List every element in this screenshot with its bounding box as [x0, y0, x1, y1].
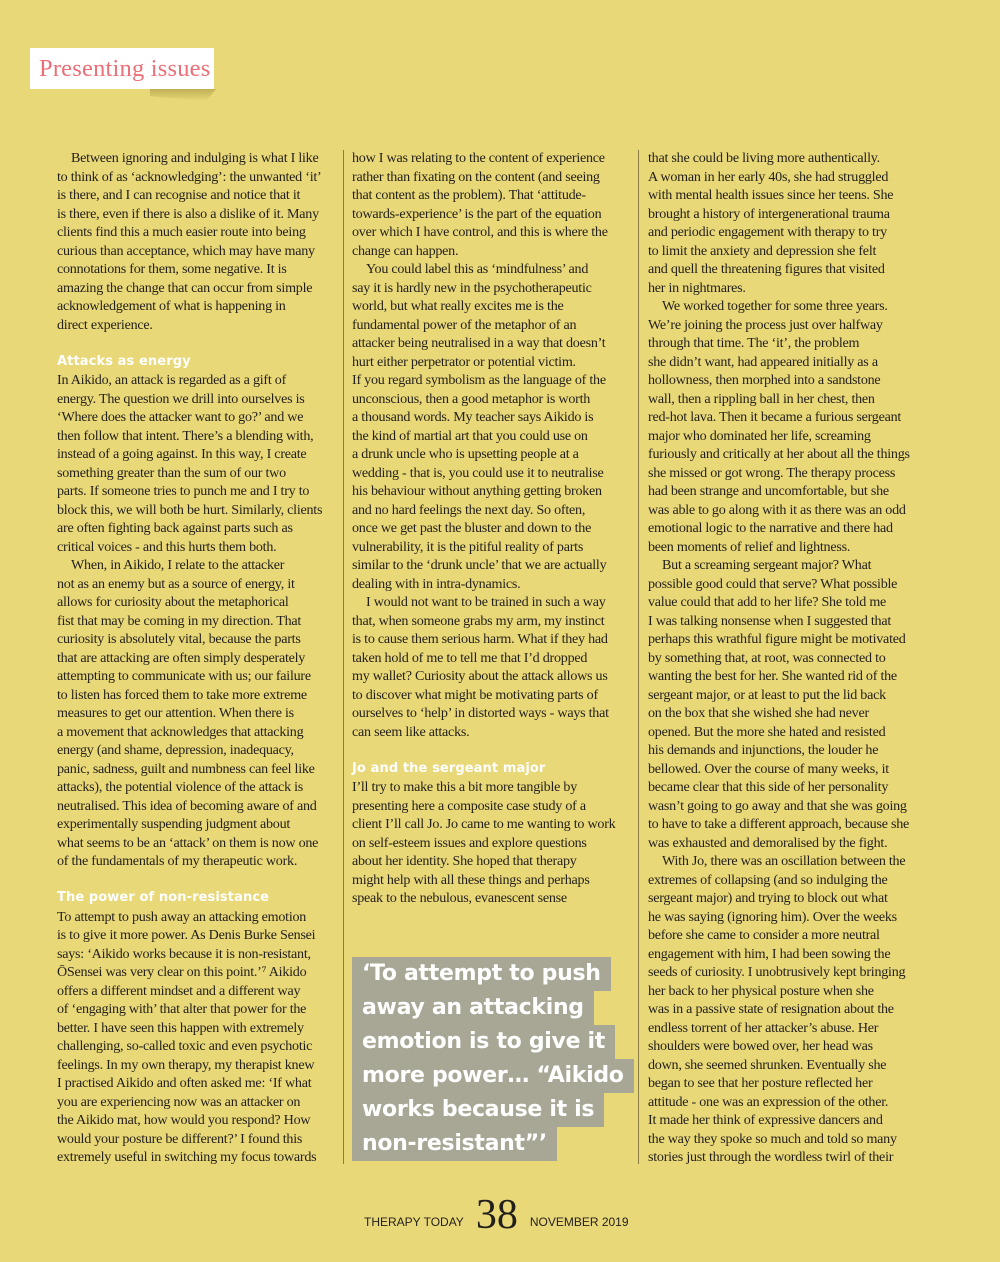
text-line: of the fundamentals of my therapeutic work. — [57, 853, 298, 869]
text-line: A woman in her early 40s, she had struggled — [648, 168, 889, 185]
text-line: emotional logic to the narrative and there had — [648, 520, 893, 536]
text-line: energy. The question we drill into ourselves is — [57, 390, 305, 407]
text-line: are often fighting back against parts such as — [57, 520, 293, 536]
text-line: my wallet? Curiosity about the attack allows us — [352, 668, 608, 684]
text-line: possible good could that serve? What possible — [648, 575, 898, 592]
text-line: endless torrent of her attacker’s abuse. Her — [648, 1019, 879, 1036]
text-line: something greater than the sum of our two — [57, 464, 286, 481]
text-line: her back to her physical posture when she — [648, 982, 874, 999]
text-line: dealing with in intra-dynamics. — [352, 575, 521, 592]
section-heading: The power of non-resistance — [57, 890, 270, 905]
text-line: his demands and injunctions, the louder he — [648, 742, 879, 758]
section-heading: Attacks as energy — [57, 353, 191, 369]
text-line: seeds of curiosity. I unobtrusively kept bringing — [648, 964, 906, 980]
text-line: block this, we will both be hurt. Similarly, clients — [57, 501, 323, 518]
text-line: what seems to be an ‘attack’ on them is now one — [57, 834, 319, 851]
text-line: furiously and critically at her about all the things — [648, 446, 910, 462]
pull-quote-line: ‘To attempt to push — [352, 957, 611, 991]
text-line: extremely useful in switching my focus towards — [57, 1149, 317, 1165]
text-line: perhaps this wrathful figure might be motivated — [648, 631, 906, 647]
text-line: brought a history of intergenerational trauma — [648, 205, 890, 222]
text-line: world, but what really excites me is the — [352, 298, 564, 314]
text-line: once we get past the bluster and down to the — [352, 520, 592, 536]
text-line: panic, sadness, guilt and numbness can feel like — [57, 760, 315, 777]
text-line: measures to get our attention. When there is — [57, 705, 294, 721]
text-line: I would not want to be trained in such a way — [366, 594, 606, 610]
text-line: was able to go along with it as there was an odd — [648, 501, 906, 518]
text-line: and quell the threatening figures that visited — [648, 261, 885, 277]
text-line: towards-experience’ is the part of the equation — [352, 205, 602, 222]
issue-date: NOVEMBER 2019 — [529, 1215, 629, 1229]
text-line: say it is hardly new in the psychotherapeutic — [352, 279, 592, 296]
spacer — [352, 741, 634, 760]
text-line: ŌSensei was very clear on this point.’⁷ Aikido — [57, 964, 307, 980]
text-line: ‘Where does the attacker want to go?’ and we — [57, 409, 304, 425]
text-line: speak to the nebulous, evanescent sense — [352, 890, 567, 906]
text-line: began to see that her posture reflected her — [648, 1075, 873, 1091]
text-line: a drunk uncle who is upsetting people at a — [352, 446, 579, 462]
text-line: experimentally suspending judgment about — [57, 816, 291, 832]
text-line: extremes of collapsing (and so indulging the — [648, 871, 888, 888]
text-line: to discover what might be motivating parts of — [352, 686, 598, 703]
pull-quote-line-wrap — [352, 957, 634, 991]
article-column-2 — [352, 149, 634, 908]
column-divider — [343, 150, 344, 1164]
text-line: she missed or got wrong. The therapy process — [648, 464, 896, 481]
text-line: When, in Aikido, I relate to the attacker — [71, 557, 285, 573]
text-line: I was talking nonsense when I suggested that — [648, 612, 892, 629]
text-line: was in a passive state of resignation about the — [648, 1001, 894, 1017]
pull-quote-line: emotion is to give it — [352, 1025, 615, 1059]
text-line: about her identity. She hoped that therapy — [352, 853, 577, 869]
column-divider — [638, 150, 639, 1164]
text-line: sergeant major) and trying to block out what — [648, 890, 888, 906]
text-line: red-hot lava. Then it became a furious sergeant — [648, 409, 902, 425]
text-line: similar to the ‘drunk uncle’ that we are actually — [352, 557, 607, 573]
text-line: on self-esteem issues and explore questions — [352, 834, 587, 851]
text-line: value could that add to her life? She told me — [648, 594, 887, 610]
text-line: that, when someone grabs my arm, my instinct — [352, 612, 605, 629]
section-title: Presenting issues — [39, 55, 211, 82]
text-line: direct experience. — [57, 316, 153, 333]
text-line: connotations for them, some negative. It is — [57, 261, 287, 277]
text-line: wall, then a rippling ball in her chest, then — [648, 390, 875, 407]
text-line: curiosity is absolutely vital, because the parts — [57, 631, 301, 647]
text-line: a movement that acknowledges that attacking — [57, 723, 304, 740]
text-line: down, she seemed shrunken. Eventually she — [648, 1056, 887, 1073]
text-line: to listen has forced them to take more extreme — [57, 686, 307, 703]
text-line: is to cause them serious harm. What if they had — [352, 631, 608, 647]
text-line: critical voices - and this hurts them both. — [57, 538, 277, 555]
text-line: parts. If someone tries to punch me and I try to — [57, 483, 310, 499]
text-line: would your posture be different?’ I found this — [57, 1130, 303, 1147]
text-line: how I was relating to the content of experience — [352, 150, 605, 166]
text-line: of ‘engaging with’ that alter that power for the — [57, 1001, 307, 1017]
pull-quote-line-wrap — [352, 991, 634, 1025]
page-number: 38 — [475, 1192, 518, 1238]
text-line: says: ‘Aikido works because it is non-resistant, — [57, 945, 311, 962]
text-line: hollowness, then morphed into a sandstone — [648, 372, 881, 388]
text-line: offers a different mindset and a different way — [57, 982, 301, 999]
text-line: I practised Aikido and often asked me: ‘If what — [57, 1075, 312, 1091]
text-line: with mental health issues since her teens. She — [648, 187, 894, 203]
text-line: We worked together for some three years. — [662, 298, 888, 314]
page-footer — [364, 1192, 629, 1238]
pull-quote-line: non-resistant”’ — [352, 1127, 557, 1161]
text-line: wanting the best for her. She wanted rid of the — [648, 668, 897, 684]
text-line: client I’ll call Jo. Jo came to me wanting to work — [352, 816, 616, 832]
text-line: a thousand words. My teacher says Aikido is — [352, 409, 594, 425]
text-line: the kind of martial art that you could use on — [352, 427, 588, 444]
text-line: major who dominated her life, screaming — [648, 427, 871, 444]
text-line: With Jo, there was an oscillation between the — [662, 853, 906, 869]
text-line: on the box that she wished she had never — [648, 705, 869, 721]
text-line: she didn’t want, had appeared initially as a — [648, 353, 878, 370]
text-line: can seem like attacks. — [352, 723, 470, 740]
text-line: attacks), the potential violence of the attack is — [57, 779, 304, 795]
text-line: over which I have control, and this is where the — [352, 224, 608, 240]
text-line: neutralised. This idea of becoming aware of and — [57, 797, 317, 814]
text-line: We’re joining the process just over halfway — [648, 316, 883, 333]
title-shadow — [150, 89, 216, 101]
text-line: attacker being neutralised in a way that doesn’t — [352, 335, 606, 351]
publication-name: THERAPY TODAY — [364, 1215, 464, 1229]
text-line: been moments of relief and lightness. — [648, 538, 851, 555]
text-line: his behaviour without anything getting broken — [352, 483, 602, 499]
pull-quote-line-wrap — [352, 1093, 634, 1127]
text-line: presenting here a composite case study of a — [352, 797, 586, 814]
text-line: It made her think of expressive dancers and — [648, 1112, 883, 1128]
text-line: the way they spoke so much and told so many — [648, 1130, 897, 1147]
spacer — [57, 334, 339, 353]
text-line: Between ignoring and indulging is what I like — [71, 150, 319, 166]
article-column-1 — [57, 149, 339, 1167]
text-line: You could label this as ‘mindfulness’ and — [366, 261, 589, 277]
text-line: rather than fixating on the content (and seeing — [352, 168, 600, 185]
text-line: might help with all these things and perhaps — [352, 871, 590, 888]
text-line: change can happen. — [352, 242, 459, 259]
text-line: attempting to communicate with us; our failure — [57, 668, 311, 684]
text-line: her in nightmares. — [648, 279, 746, 296]
text-line: unconscious, then a good metaphor is worth — [352, 390, 591, 407]
article-column-3 — [648, 149, 930, 1167]
text-line: engagement with him, I had been sowing the — [648, 945, 891, 962]
pull-quote-line-wrap — [352, 1025, 634, 1059]
text-line: wasn’t going to go away and that she was going — [648, 797, 907, 814]
section-title-label — [30, 48, 214, 89]
text-line: In Aikido, an attack is regarded as a gift of — [57, 372, 287, 388]
text-line: is to give it more power. As Denis Burke Sensei — [57, 927, 316, 943]
pull-quote — [352, 957, 634, 1161]
text-line: he was saying (ignoring him). Over the weeks — [648, 908, 897, 925]
spacer — [57, 871, 339, 890]
text-line: the Aikido mat, how would you respond? How — [57, 1112, 311, 1128]
text-line: before she came to consider a more neutral — [648, 927, 880, 943]
pull-quote-line: more power… “Aikido — [352, 1059, 634, 1093]
text-line: you are experiencing now was an attacker on — [57, 1093, 301, 1110]
text-line: If you regard symbolism as the language of the — [352, 372, 606, 388]
text-line: feelings. In my own therapy, my therapist knew — [57, 1056, 315, 1073]
text-line: that content as the problem). That ‘attitude- — [352, 187, 586, 203]
text-line: fist that may be coming in my direction. That — [57, 612, 302, 629]
text-line: had been strange and uncomfortable, but she — [648, 483, 889, 499]
text-line: bellowed. Over the course of many weeks, it — [648, 760, 889, 777]
text-line: not as an enemy but as a source of energy, it — [57, 575, 295, 592]
text-line: vulnerability, it is the pitiful reality of parts — [352, 538, 584, 555]
text-line: and periodic engagement with therapy to try — [648, 224, 887, 240]
section-heading: Jo and the sergeant major — [352, 760, 546, 776]
text-line: that are attacking are often simply desperately — [57, 649, 306, 666]
text-line: clients find this a much easier route into being — [57, 224, 306, 240]
text-line: opened. But the more she hated and resisted — [648, 723, 886, 740]
text-line: energy (and shame, depression, inadequacy, — [57, 742, 294, 758]
text-line: better. I have seen this happen with extremely — [57, 1019, 304, 1036]
text-line: to think of as ‘acknowledging’: the unwanted ‘it’ — [57, 168, 322, 185]
text-line: to limit the anxiety and depression she felt — [648, 242, 877, 259]
text-line: to have to take a different approach, because she — [648, 816, 910, 832]
text-line: To attempt to push away an attacking emotion — [57, 908, 307, 925]
text-line: by something that, at root, was connected to — [648, 649, 886, 666]
text-line: then follow that intent. There’s a blending with, — [57, 427, 314, 444]
text-line: I’ll try to make this a bit more tangible by — [352, 779, 578, 795]
pull-quote-line: works because it is — [352, 1093, 604, 1127]
pull-quote-line-wrap — [352, 1127, 634, 1161]
text-line: attitude - one was an expression of the other. — [648, 1093, 889, 1110]
text-line: shoulders were bowed over, her head was — [648, 1038, 873, 1054]
text-line: is there, even if there is also a dislike of it. Many — [57, 205, 319, 222]
text-line: wedding - that is, you could use it to neutralise — [352, 464, 604, 481]
text-line: amazing the change that can occur from simple — [57, 279, 313, 296]
text-line: instead of a going against. In this way, I create — [57, 446, 307, 462]
text-line: taken hold of me to tell me that I’d dropped — [352, 649, 588, 666]
pull-quote-line-wrap — [352, 1059, 634, 1093]
text-line: was exhausted and demoralised by the fight. — [648, 834, 888, 851]
text-line: is there, and I can recognise and notice that it — [57, 187, 301, 203]
text-line: challenging, so-called toxic and even psychotic — [57, 1038, 313, 1054]
text-line: hurt either perpetrator or potential victim. — [352, 353, 576, 370]
text-line: through that time. The ‘it’, the problem — [648, 335, 860, 351]
text-line: allows for curiosity about the metaphorical — [57, 594, 289, 610]
text-line: and no hard feelings the next day. So often, — [352, 501, 586, 518]
pull-quote-line: away an attacking — [352, 991, 594, 1025]
text-line: became clear that this side of her personality — [648, 779, 889, 795]
text-line: fundamental power of the metaphor of an — [352, 316, 577, 333]
text-line: But a screaming sergeant major? What — [662, 557, 872, 573]
text-line: ourselves to ‘help’ in distorted ways - ways that — [352, 705, 609, 721]
text-line: that she could be living more authentically. — [648, 150, 880, 166]
text-line: acknowledgement of what is happening in — [57, 298, 286, 314]
text-line: sergeant major, or at least to put the lid back — [648, 686, 886, 703]
text-line: curious than acceptance, which may have many — [57, 242, 315, 259]
text-line: stories just through the wordless twirl of their — [648, 1149, 894, 1165]
